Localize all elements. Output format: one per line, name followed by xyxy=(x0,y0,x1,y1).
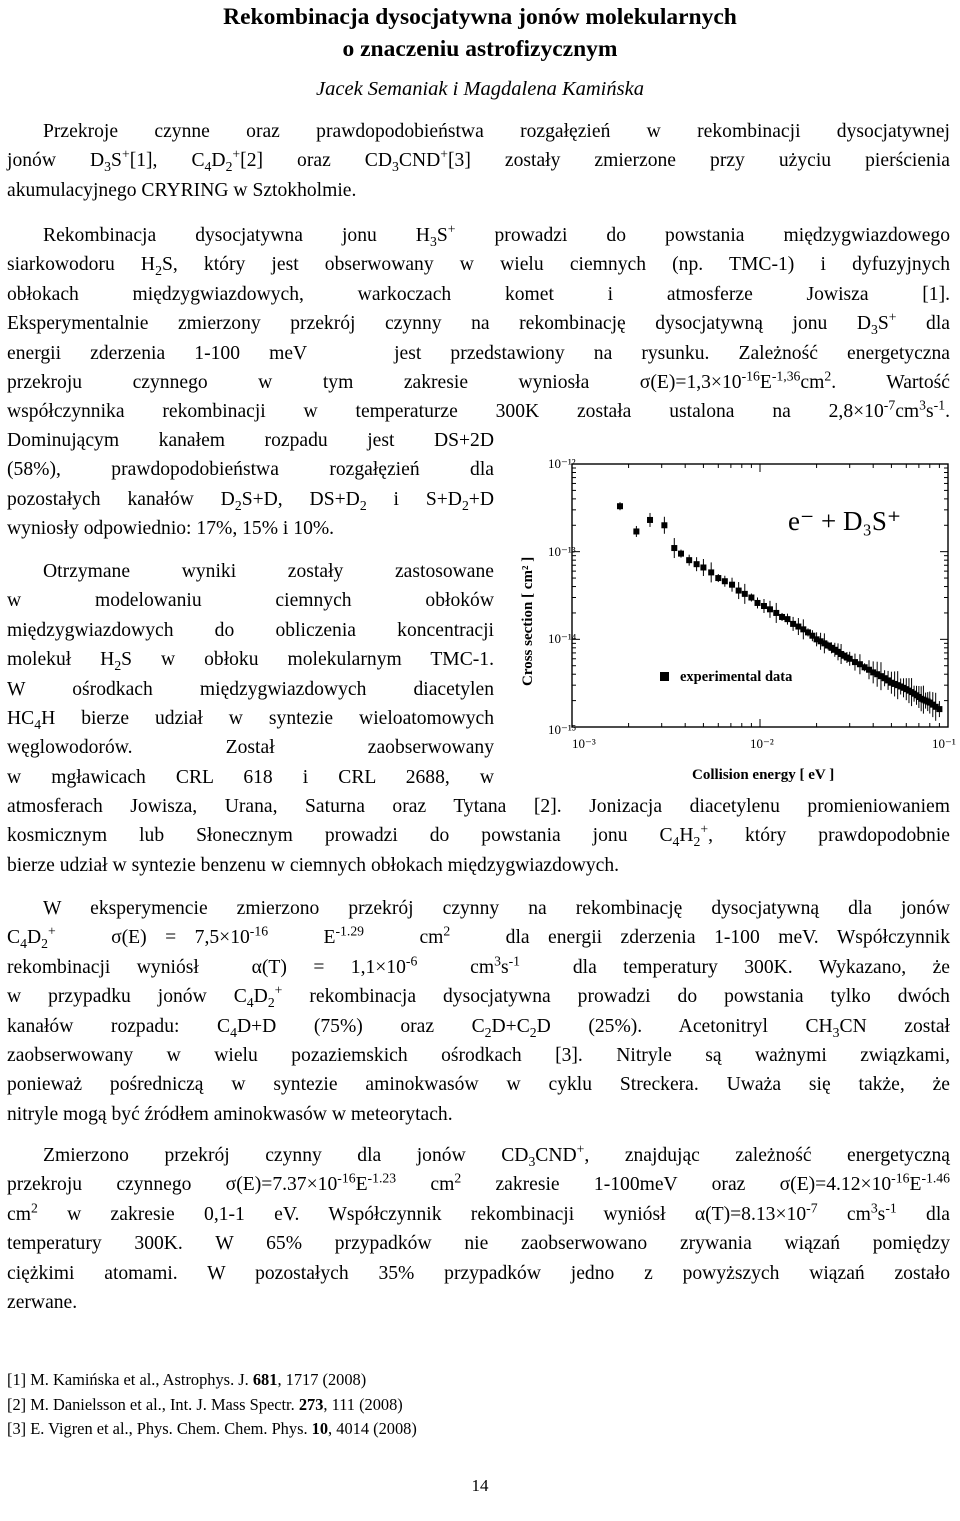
text-line: (58%), prawdopodobieństwa rozgałęzień dla xyxy=(7,459,494,481)
legend-marker xyxy=(660,672,669,681)
data-point xyxy=(936,706,942,712)
reference-text: [2] M. Danielsson et al., Int. J. Mass Spectr. xyxy=(7,1394,299,1414)
text-line: $HC_4H$ bierze udział w syntezie wieloatomowych xyxy=(7,708,494,732)
text-line: międzygwiazdowych do obliczenia koncentracji xyxy=(7,619,494,641)
y-tick-label: 10⁻¹² xyxy=(548,456,576,471)
text-line: ponieważ pośredniczą w syntezie aminokwasów w cyklu Streckera. Uważa się także, że xyxy=(7,1074,950,1096)
data-point xyxy=(729,582,735,588)
text-line: W ośrodkach międzygwiazdowych diacetylen xyxy=(7,678,494,700)
text-line: energii zderzenia 1-100 meV jest przedstawiony na rysunku. Zależność energetyczna xyxy=(7,342,950,364)
text-line: jonów $D_3S^+[1]$, $C_4D_2^+[2]$ oraz $CD_3CND^+[3]$ zostały zmierzone przy użyciu pierścienia xyxy=(7,146,950,175)
text-line: węglowodorów. Został zaobserwowany xyxy=(7,737,494,759)
reference-pages: , 4014 (2008) xyxy=(328,1419,417,1438)
text-line: przekroju czynnego w tym zakresie wyniosła $\sigma(E)=1,3\times 10^{-16}E^{-1,36}cm^2$. Wartość xyxy=(7,368,950,394)
title-line-2: o znaczeniu astrofizycznym xyxy=(342,36,618,62)
paragraph-applications xyxy=(7,557,494,792)
data-point xyxy=(736,588,742,594)
data-point xyxy=(647,517,653,523)
text-line: Dominującym kanałem rozpadu jest DS+2D xyxy=(7,430,494,451)
y-tick-label: 10⁻¹³ xyxy=(548,544,576,559)
reference-volume: 10 xyxy=(311,1419,329,1438)
text-line: siarkowodoru $H_2S$, który jest obserwowany w wielu ciemnych (np. TMC-1) i dyfuzyjnych xyxy=(7,254,951,279)
x-tick-label: 10⁻¹ xyxy=(932,736,956,751)
text-line: temperatury 300K. W 65% przypadków nie zaobserwowano zrywania wiązań pomiędzy xyxy=(7,1233,950,1255)
data-point xyxy=(847,656,853,662)
data-point xyxy=(767,606,773,612)
x-tick-label: 10⁻³ xyxy=(572,736,596,751)
title-line-1: Rekombinacja dysocjatywna jonów molekularnych xyxy=(223,4,737,30)
reference-2 xyxy=(7,1393,417,1418)
references xyxy=(7,1368,417,1442)
paragraph-c4d2 xyxy=(7,894,950,1129)
legend-label: experimental data xyxy=(680,669,793,685)
text-line: Przekroje czynne oraz prawdopodobieństwa rozgałęzień w rekombinacji dysocjatywnej xyxy=(43,121,950,142)
text-line: Rekombinacja dysocjatywna jonu $H_3S^+$ prowadzi do powstania międzygwiazdowego xyxy=(43,221,951,249)
data-point xyxy=(742,591,748,597)
paragraph-intro xyxy=(7,117,950,205)
data-point xyxy=(708,569,714,575)
reference-pages: , 1717 (2008) xyxy=(277,1370,367,1389)
text-line: akumulacyjnego CRYRING w Sztokholmie. xyxy=(7,179,357,201)
text-line: zaobserwowany w wielu pozaziemskich ośrodkach [3]. Nitryle są ważnymi związkami, xyxy=(7,1045,950,1067)
reference-volume: 681 xyxy=(252,1370,278,1389)
page-number: 14 xyxy=(471,1476,489,1495)
reference-1 xyxy=(7,1368,417,1393)
data-point xyxy=(715,575,721,581)
text-line: Otrzymane wyniki zostały zastosowane xyxy=(43,561,494,582)
data-point xyxy=(671,545,677,551)
authors: Jacek Semaniak i Magdalena Kamińska xyxy=(316,78,644,100)
text-line: w przypadku jonów $C_4D_2^+$ rekombinacja dysocjatywna prowadzi do powstania tylko dwóch xyxy=(7,982,950,1011)
text-line: $cm^2$ w zakresie 0,1-1 eV. Współczynnik rekombinacji wyniósł $\alpha(T)=8.13\times 10^{-7}$ $cm^3s^{-1}$ dla xyxy=(7,1200,950,1225)
data-point xyxy=(694,561,700,567)
data-point xyxy=(755,600,761,606)
text-line: nitryle mogą być źródłem aminokwasów w meteorytach. xyxy=(7,1103,453,1125)
paragraph-diacetylene xyxy=(7,792,950,880)
data-point xyxy=(761,603,767,609)
data-point xyxy=(633,528,639,534)
text-line: kosmicznym lub Słonecznym prowadzi do powstania jonu $C_4H_2^+$, który prawdopodobnie xyxy=(7,821,950,850)
y-axis-label: Cross section [ cm² ] xyxy=(520,556,536,686)
text-line: W eksperymencie zmierzono przekrój czynny na rekombinację dysocjatywną dla jonów xyxy=(43,898,950,919)
text-line: atmosferach Jowisza, Urana, Saturna oraz Tytana [2]. Jonizacja diacetylenu promieniowaniem xyxy=(7,796,950,817)
data-point xyxy=(784,616,790,622)
reaction-equation: e⁻ + D₃S⁺ xyxy=(788,506,902,536)
text-line: ciężkimi atomami. W pozostałych 35% przypadków jedno z powyższych wiązań zostało xyxy=(7,1262,950,1284)
text-line: Zmierzono przekrój czynny dla jonów $CD_3CND^+$, znajdując zależność energetyczną xyxy=(43,1141,950,1169)
text-line: Eksperymentalnie zmierzony przekrój czynny na rekombinację dysocjatywną jonu $D_3S^+$ dla xyxy=(7,309,950,338)
reference-volume: 273 xyxy=(298,1394,324,1414)
text-line: bierze udział w syntezie benzenu w ciemnych obłokach międzygwiazdowych. xyxy=(7,854,620,876)
text-line: obłokach międzygwiazdowych, warkoczach komet i atmosferze Jowisza [1]. xyxy=(7,283,950,305)
data-point xyxy=(790,621,796,627)
data-point xyxy=(678,551,684,557)
data-point xyxy=(779,614,785,620)
reference-text: [1] M. Kamińska et al., Astrophys. J. xyxy=(7,1370,253,1389)
y-tick-label: 10⁻¹⁴ xyxy=(548,631,577,646)
text-line: wyniosły odpowiednio: 17%, 15% i 10%. xyxy=(7,518,335,540)
text-line: współczynnika rekombinacji w temperaturze 300K została ustalona na $2,8\times 10^{-7}cm^3s^{-1}$. xyxy=(7,397,950,423)
paragraph-d3s xyxy=(7,221,950,427)
x-tick-label: 10⁻² xyxy=(750,736,774,751)
y-tick-label: 10⁻¹⁵ xyxy=(548,722,577,737)
data-point xyxy=(661,522,667,528)
text-line: zerwane. xyxy=(7,1292,78,1314)
text-line: molekuł $H_2S$ w obłoku molekularnym TMC-1. xyxy=(7,649,495,674)
text-line: pozostałych kanałów $D_2S+D$, $DS+D_2$ i $S+D_2+D$ xyxy=(7,488,494,513)
text-line: kanałów rozpadu: $C_4D+D$ (75%) oraz $C_2D+C_2D$ (25%). Acetonitryl $CH_3CN$ został xyxy=(7,1015,950,1040)
data-point xyxy=(700,564,706,570)
x-axis-label: Collision energy [ eV ] xyxy=(692,767,835,783)
text-line: $C_4D_2^+$ $\sigma(E) = 7,5\times 10^{-16}$ $E^{-1.29}$ $cm^2$ dla energii zderzenia 1-100 meV. Współczynnik xyxy=(7,923,950,952)
reference-3 xyxy=(7,1417,417,1442)
paragraph-channels xyxy=(7,426,494,544)
reference-pages: , 111 (2008) xyxy=(323,1394,403,1414)
data-point xyxy=(722,578,728,584)
paragraph-cd3cnd xyxy=(7,1141,950,1317)
data-point xyxy=(748,595,754,601)
data-point xyxy=(617,503,623,509)
text-line: w mgławicach CRL 618 i CRL 2688, w xyxy=(7,766,494,788)
reference-text: [3] E. Vigren et al., Phys. Chem. Chem. Phys. xyxy=(7,1419,312,1438)
data-point xyxy=(686,557,692,563)
cross-section-figure xyxy=(512,446,960,786)
text-line: w modelowaniu ciemnych obłoków xyxy=(7,590,494,612)
text-line: rekombinacji wyniósł $\alpha(T) = 1,1\times 10^{-6}$ $cm^3s^{-1}$ dla temperatury 300K. Wykazano, że xyxy=(7,953,951,978)
data-point xyxy=(773,610,779,616)
text-line: przekroju czynnego $\sigma(E)=7.37\times 10^{-16}E^{-1.23}$ $cm^2$ zakresie 1-100meV oraz $\sigma(E)=4.12\times 10^{-16}E^{-1.46}$ xyxy=(7,1170,951,1196)
